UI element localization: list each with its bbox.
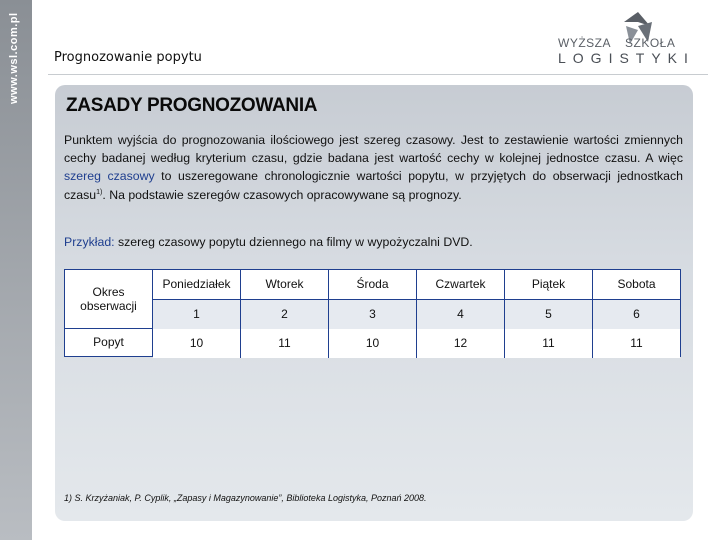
paragraph-highlight: szereg czasowy: [64, 169, 155, 184]
slide-heading: ZASADY PROGNOZOWANIA: [66, 95, 318, 116]
table-cell-demand: 10: [153, 329, 241, 358]
table-cell-period: 3: [329, 300, 417, 329]
footnote: 1) S. Krzyżaniak, P. Cyplik, „Zapasy i Magazynowanie”, Biblioteka Logistyka, Poznań 2008.: [64, 493, 427, 503]
table-cell-day: Środa: [329, 270, 417, 299]
table-cell-demand: 11: [505, 329, 593, 358]
table-cell-demand: 10: [329, 329, 417, 358]
logo-word-left: WYŻSZA: [558, 36, 611, 50]
time-series-table: [64, 269, 681, 357]
example-line: [64, 235, 473, 249]
table-cell-demand: 12: [417, 329, 505, 358]
site-url: www.wsl.com.pl: [8, 12, 20, 104]
table-cell-period: 1: [153, 300, 241, 329]
table-row-periods: [153, 300, 680, 330]
header-divider: [48, 74, 708, 75]
table-cell-day: Piątek: [505, 270, 593, 299]
table-cell-demand: 11: [630, 336, 643, 350]
table-cell-day: Czwartek: [417, 270, 505, 299]
row-header-demand: Popyt: [65, 329, 153, 356]
table-cell-demand: 11: [241, 329, 329, 358]
footnote-marker: 1): [96, 188, 103, 196]
logo-text-top: [558, 36, 675, 50]
logo-text-bottom: LOGISTYKI: [558, 50, 695, 66]
table-row-demand: [153, 329, 680, 358]
table-cell-day: Poniedziałek: [153, 270, 241, 299]
school-logo: [556, 12, 706, 68]
table-cell-period: 5: [505, 300, 593, 329]
table-row-days: [153, 270, 680, 300]
paragraph-part-3: . Na podstawie szeregów czasowych opracowywane są prognozy.: [102, 187, 462, 202]
table-cell-day: Sobota: [617, 277, 656, 291]
header-title: Prognozowanie popytu: [54, 50, 202, 65]
table-cell-day: Wtorek: [241, 270, 329, 299]
logo-word-right: SZKOŁA: [625, 36, 676, 50]
paragraph-part-2: to uszeregowane chronologicznie wartości popytu, w przyjętych do obserwacji jednostkach czasu: [64, 169, 683, 202]
table-cell-period: 2: [241, 300, 329, 329]
paragraph-part-1: Punktem wyjścia do prognozowania ilościowego jest szereg czasowy. Jest to zestawienie wartości zmiennych cechy badanej według kryterium czasu, gdzie badana jest wartość cechy w kolejnej jednostce czasu. A więc: [64, 133, 683, 166]
table-cell-period: 4: [417, 300, 505, 329]
row-header-period: [65, 270, 153, 329]
example-label: Przykład:: [64, 235, 115, 249]
row-header-period-label: Okres obserwacji: [80, 285, 137, 313]
sidebar-strip: [0, 0, 32, 540]
body-paragraph: [64, 131, 683, 204]
table-cell-period: 6: [633, 307, 640, 321]
example-text: szereg czasowy popytu dziennego na filmy w wypożyczalni DVD.: [114, 235, 473, 249]
